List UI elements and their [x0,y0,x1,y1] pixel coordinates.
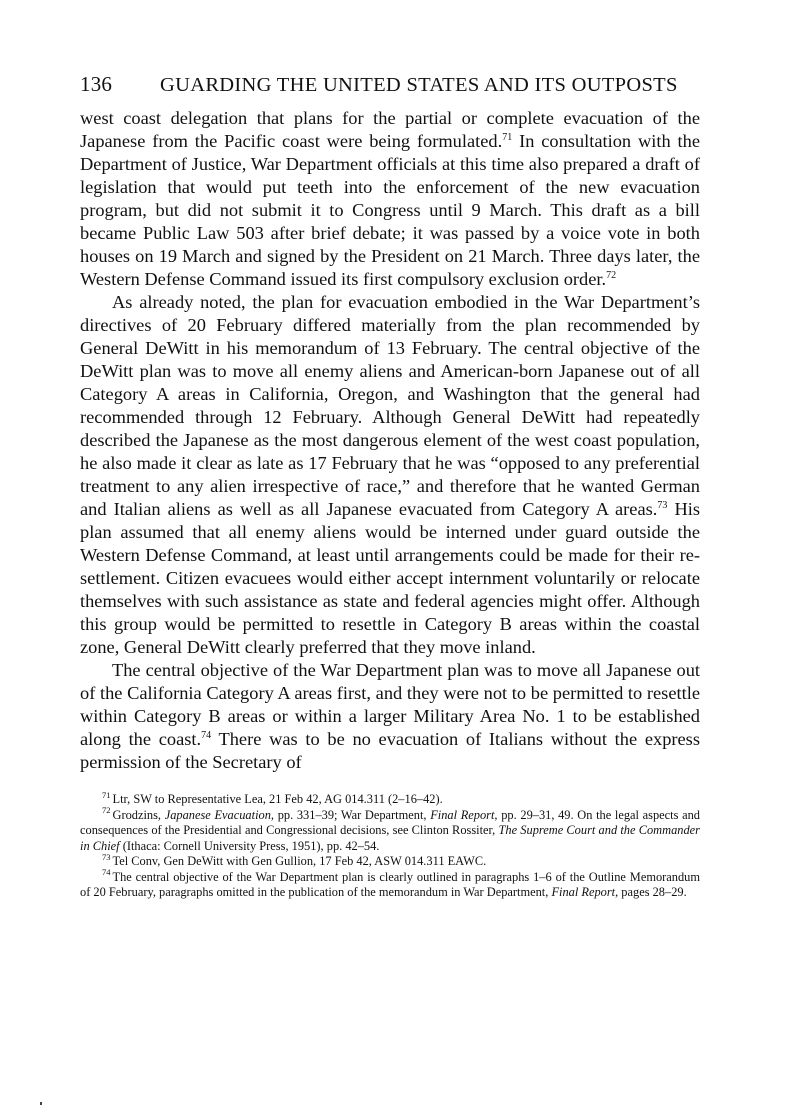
footnote-72 [80,805,701,855]
paragraph-text: west coast delegation that plans for the partial or complete evacuation of the Japanese from the Pacific coast were being formulated. [80,108,700,151]
running-head: GUARDING THE UNITED STATES AND ITS OUTPOSTS [160,74,678,96]
footnote-text: Ltr, SW to Representative Lea, 21 Feb 42, AG 014.311 (2–16–42). [112,792,443,806]
footnote-title: Final Report, [551,885,619,899]
paragraph-2 [80,291,700,659]
scan-speck [40,1102,42,1105]
page-number: 136 [80,72,113,96]
footnote-ref-73: 73 [657,499,668,511]
footnote-ref-72: 72 [606,269,617,281]
paragraph-text: The central objective of the War Department plan was to move all Japanese out of the California Category A areas first, and they were not to be permitted to resettle within Category B areas or within a larger Military Area No. 1 to be established along the coast. [80,660,700,749]
footnote-74 [80,867,700,901]
footnotes [80,789,701,901]
paragraph-text: There was to be no evacuation of Italians without the express permission of the Secretary of [80,729,700,772]
body-text [80,107,700,774]
footnote-text: pp. 29–31, 49. On the legal aspects and consequences of the Presidential and Congressional decisions, see Clinton Rossiter, [80,807,701,837]
footnote-title: Final Report, [430,807,498,822]
footnote-text: (Ithaca: Cornell University Press, 1951), pp. 42–54. [119,838,380,853]
footnote-ref-74: 74 [201,729,212,741]
footnote-ref-71: 71 [502,131,513,143]
paragraph-text: As already noted, the plan for evacuation embodied in the War Department’s directives of 20 February differed materially from the plan recommended by General DeWitt in his memorandum of 13 February. The central objective of the DeWitt plan was to move all enemy aliens and American-born Japanese out of all Category A areas in California, Oregon, and Washington that the general had recommended through 12 February. Although General DeWitt had repeatedly described the Japanese as the most dangerous element of the west coast population, he also made it clear as late as 17 February that he was “opposed to any preferential treatment to any alien irrespective of race,” and therefore that he wanted German and Italian aliens as well as all Japanese evacuated from Category A areas. [80,292,700,519]
footnote-mark: 74 [102,867,111,878]
paragraph-3 [80,659,700,774]
footnote-71 [80,789,700,808]
footnote-mark: 73 [102,851,111,862]
paragraph-text: His plan assumed that all enemy aliens would be interned under guard outside the Western Defense Command, at least until arrangements could be made for their resettlement. Citizen evacuees would either accept internment voluntarily or relocate themselves with such assistance as state and federal agencies might offer. Although this group would be permitted to resettle in Category B areas within the coastal zone, General DeWitt clearly preferred that they move inland. [80,499,700,657]
footnote-text: pp. 331–39; War Department, [274,807,431,822]
footnote-text: Tel Conv, Gen DeWitt with Gen Gullion, 17 Feb 42, ASW 014.311 EAWC. [112,854,487,868]
footnote-73 [80,851,700,870]
footnote-title: Japanese Evacuation, [164,807,275,822]
footnote-mark: 71 [102,789,111,800]
footnote-mark: 72 [102,805,111,816]
page-header [80,72,700,97]
book-page [80,72,700,901]
paragraph-text: In consultation with the Department of Justice, War Department officials at this time also prepared a draft of legislation that would put teeth into the enforcement of the new evacuation program, but did not submit it to Congress until 9 March. This draft as a bill became Public Law 503 after brief debate; it was passed by a voice vote in both houses on 19 March and signed by the President on 21 March. Three days later, the Western Defense Command issued its first compulsory exclusion order. [80,131,700,289]
footnote-text: The central objective of the War Department plan is clearly outlined in paragraphs 1–6 of the Outline Memorandum of 20 February, paragraphs omitted in the publication of the memorandum in War Department, [80,869,700,899]
paragraph-1 [80,107,700,291]
footnote-text: Grodzins, [112,807,165,822]
footnote-text: pages 28–29. [618,885,687,899]
footnote-title: The Supreme Court and the Commander in Chief [80,823,700,853]
